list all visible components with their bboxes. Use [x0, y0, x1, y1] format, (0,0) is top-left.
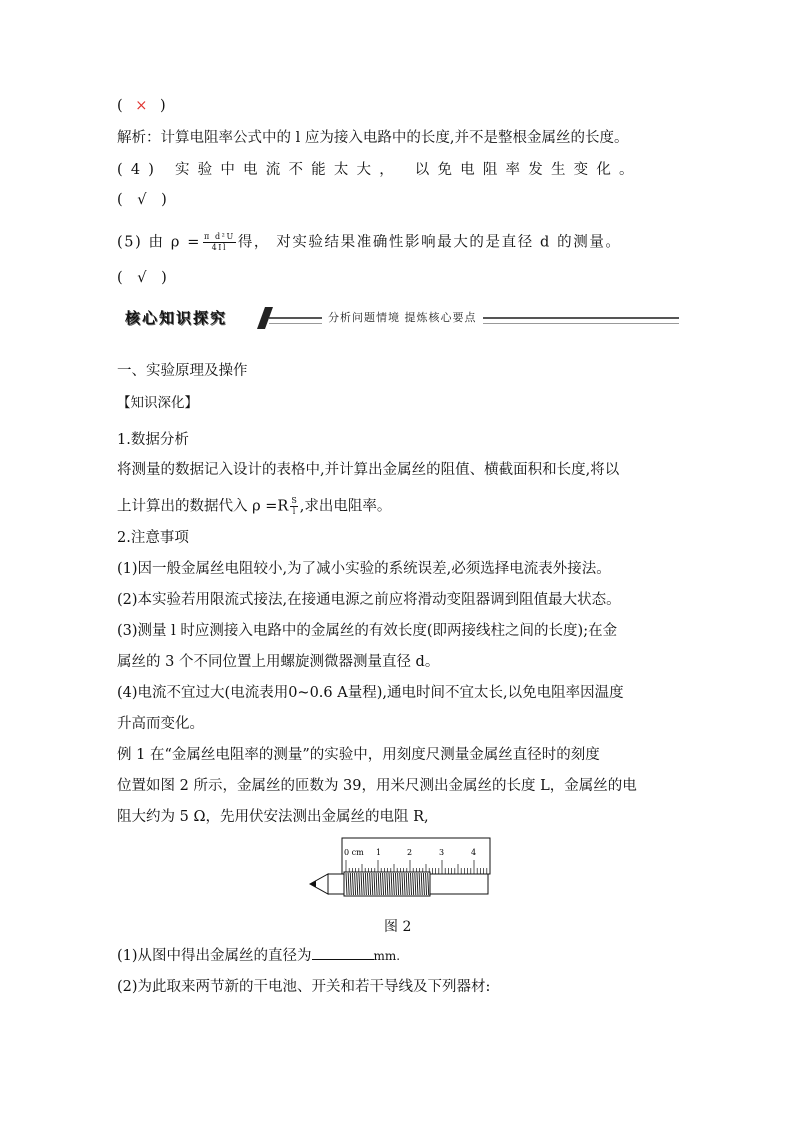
formula-fraction: $\frac{\text{π d²U}}{4Il}$ [203, 232, 235, 252]
ruler-label: 0 cm [344, 848, 364, 857]
ruler-label: 4 [471, 848, 477, 857]
knowledge-tag: 【知识深化】 [117, 395, 198, 411]
cross-mark-icon: × [135, 98, 148, 114]
q5-answer: ( √ ) [117, 270, 167, 286]
note-line: (1)因一般金属丝电阻较小,为了减小实验的系统误差,必须选择电流表外接法。 [117, 561, 611, 577]
note-line: (2)本实验若用限流式接法,在接通电源之前应将滑动变阻器调到阻值最大状态。 [117, 592, 621, 608]
item1-line2: 上计算出的数据代入 ρ =R $\frac{S}{l}$ ,求出电阻率。 [117, 496, 392, 516]
figure-caption: 图 2 [384, 919, 412, 935]
note-line: (4)电流不宜过大(电流表用0~0.6 A量程),通电时间不宜太长,以免电阻率因温度 [117, 685, 624, 701]
q4-statement: (4) 实验中电流不能太大， 以免电阻率发生变化。 [117, 162, 642, 178]
ruler-label: 3 [439, 848, 445, 857]
item1-line1: 将测量的数据记入设计的表格中,并计算出金属丝的阻值、横截面积和长度,将以 [117, 462, 620, 478]
ruler-figure [306, 836, 492, 900]
item1-title: 1.数据分析 [117, 432, 189, 448]
question-equipment: (2)为此取来两节新的干电池、开关和若干导线及下列器材: [117, 979, 491, 995]
example-line: 例 1 在“金属丝电阻率的测量”的实验中，用刻度尺测量金属丝直径时的刻度 [117, 747, 600, 763]
check-mark-icon: √ [137, 192, 147, 208]
q3-answer: ( × ) [117, 98, 166, 114]
section-banner [117, 307, 679, 331]
item2-title: 2.注意事项 [117, 530, 189, 546]
q5-statement: (5) 由 ρ = $\frac{\text{π d²U}}{4Il}$ 得， 对实验结果准确性影响最大的是直径 d 的测量。 [117, 232, 622, 252]
q4-answer: ( √ ) [117, 192, 167, 208]
banner-subtitle: 分析问题情境 提炼核心要点 [322, 309, 483, 325]
question-diameter: (1)从图中得出金属丝的直径为 mm. [117, 948, 401, 964]
ruler-label: 1 [376, 848, 382, 857]
note-line: (3)测量 l 时应测接入电路中的金属丝的有效长度(即两接线柱之间的长度);在金 [117, 623, 618, 639]
note-line: 升高而变化。 [117, 716, 204, 732]
note-line: 属丝的 3 个不同位置上用螺旋测微器测量直径 d。 [117, 654, 440, 670]
check-mark-icon: √ [137, 270, 147, 286]
example-line: 阻大约为 5 Ω，先用伏安法测出金属丝的电阻 R, [117, 809, 429, 825]
example-line: 位置如图 2 所示，金属丝的匝数为 39，用米尺测出金属丝的长度 L，金属丝的电 [117, 778, 637, 794]
banner-title: 核心知识探究 [117, 307, 265, 329]
answer-blank[interactable] [312, 946, 374, 960]
section-heading: 一、实验原理及操作 [117, 363, 248, 379]
formula-fraction: $\frac{S}{l}$ [291, 496, 297, 516]
ruler-label: 2 [407, 848, 413, 857]
q3-explanation: 解析：计算电阻率公式中的 l 应为接入电路中的长度,并不是整根金属丝的长度。 [117, 130, 629, 146]
